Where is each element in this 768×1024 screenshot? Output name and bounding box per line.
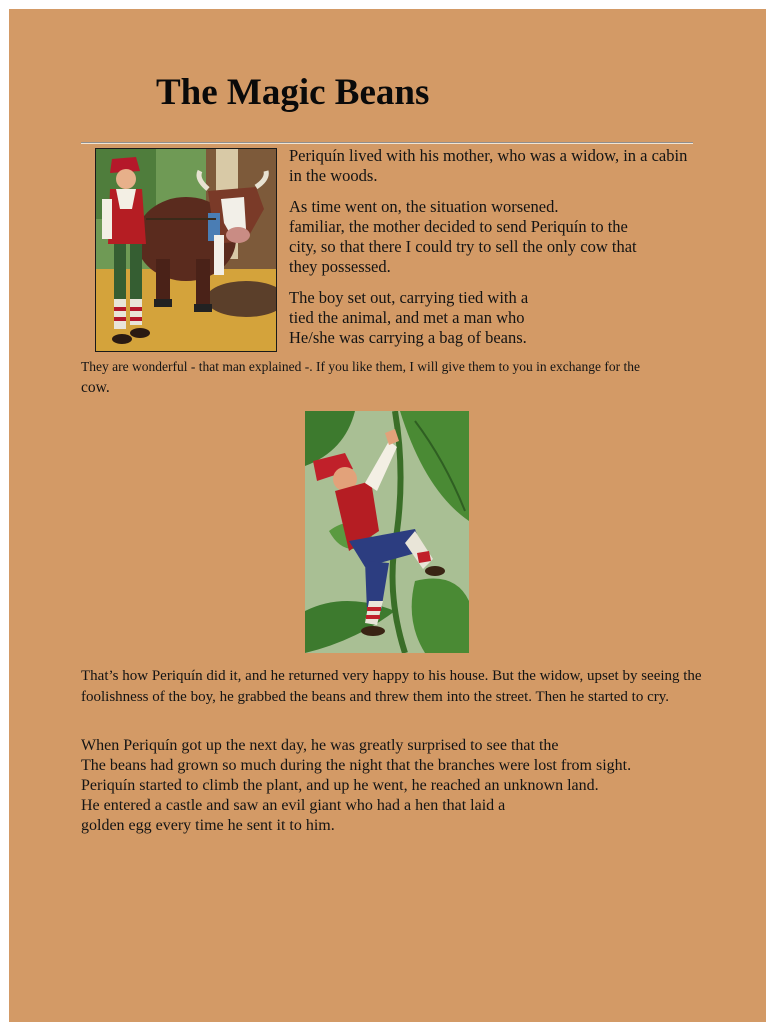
paragraph-exchange bbox=[81, 356, 701, 398]
page-title: The Magic Beans bbox=[156, 72, 430, 113]
text-line: golden egg every time he sent it to him. bbox=[81, 817, 335, 834]
horizontal-rule bbox=[81, 142, 693, 144]
text-line: city, so that there I could try to sell the only cow that bbox=[289, 237, 637, 256]
text-line: When Periquín got up the next day, he was greatly surprised to see that the bbox=[81, 737, 559, 754]
story-page bbox=[9, 9, 766, 1022]
paragraph-beanstalk bbox=[81, 736, 721, 836]
text-line: cow. bbox=[81, 379, 110, 396]
text-line: tied the animal, and met a man who bbox=[289, 308, 525, 327]
text-line: As time went on, the situation worsened. bbox=[289, 197, 559, 216]
text-line: He entered a castle and saw an evil giant who had a hen that laid a bbox=[81, 797, 506, 814]
text-line: The beans had grown so much during the night that the branches were lost from sight. bbox=[81, 757, 632, 774]
boy-climbing-beanstalk-illustration bbox=[305, 411, 469, 653]
paragraph-set-out bbox=[289, 288, 569, 348]
text-line: familiar, the mother decided to send Periquín to the bbox=[289, 217, 628, 236]
paragraph-situation bbox=[289, 197, 689, 277]
text-line: Periquín started to climb the plant, and up he went, he reached an unknown land. bbox=[81, 777, 599, 794]
boy-with-cow-illustration bbox=[95, 148, 277, 352]
text-line: He/she was carrying a bag of beans. bbox=[289, 328, 527, 347]
paragraph-intro: Periquín lived with his mother, who was a widow, in a cabin in the woods. bbox=[289, 146, 688, 185]
text-line: The boy set out, carrying tied with a bbox=[289, 288, 529, 307]
paragraph-widow: That’s how Periquín did it, and he returned very happy to his house. But the widow, upset by seeing the foolishness of the boy, he grabbed the beans and threw them into the street. Then he started to cry. bbox=[81, 668, 702, 705]
text-line: They are wonderful - that man explained -. If you like them, I will give them to you in exchange for the bbox=[81, 359, 640, 374]
text-line: they possessed. bbox=[289, 257, 391, 276]
